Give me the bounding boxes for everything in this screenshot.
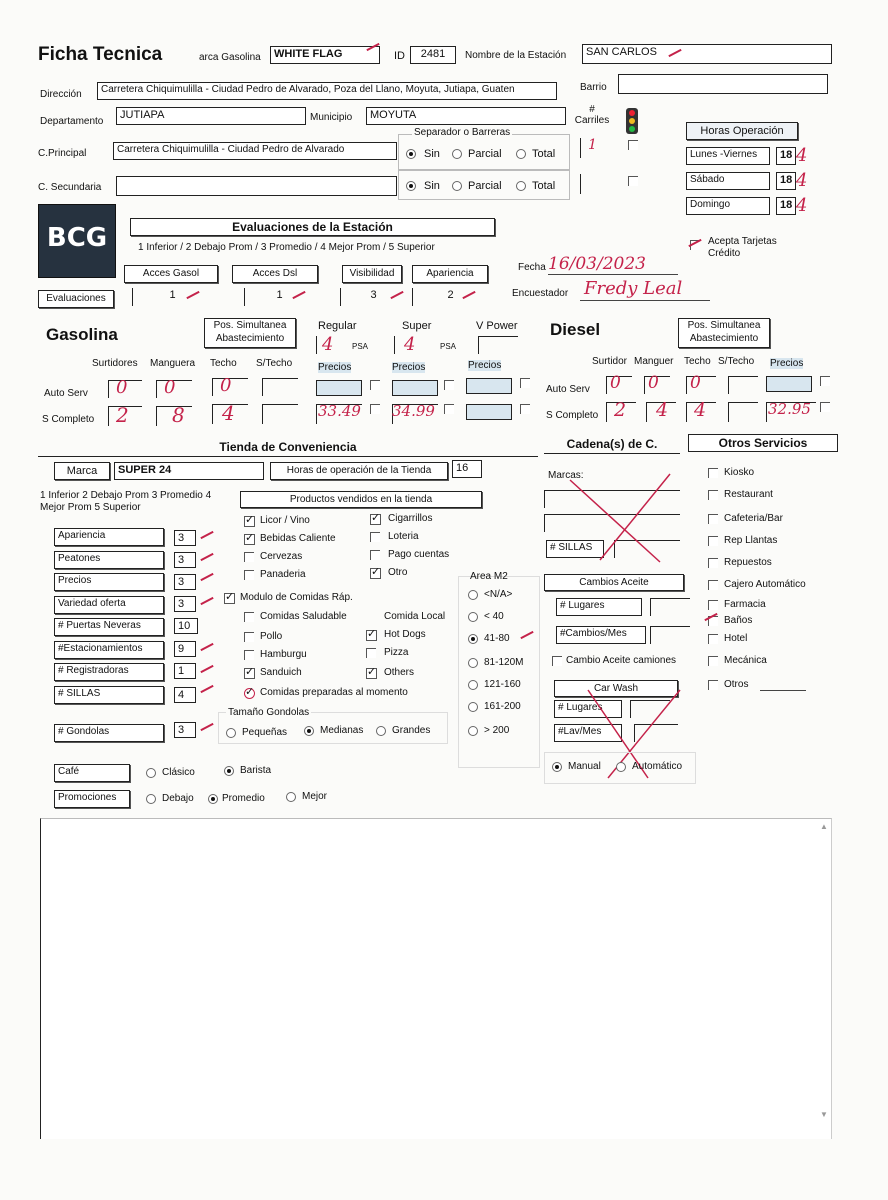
kiosko-checkbox[interactable] — [708, 468, 718, 478]
gas-scompleto-regular-chk[interactable] — [370, 404, 380, 414]
loteria-label: Loteria — [388, 531, 419, 542]
dsl-precios-label: Precios — [770, 358, 804, 369]
traffic-light-icon — [626, 108, 638, 134]
gas-scompleto-super-chk[interactable] — [444, 404, 454, 414]
departamento-label: Departamento — [40, 116, 104, 127]
otro-label: Otro — [388, 567, 408, 578]
encuestador-line — [580, 300, 710, 301]
area-161-200-label: 161-200 — [484, 701, 521, 712]
diesel-title: Diesel — [550, 320, 601, 339]
medianas-radio[interactable] — [304, 726, 314, 736]
rating-registradoras-label: # Registradoras — [54, 663, 164, 681]
grandes-radio[interactable] — [376, 726, 386, 736]
gasolina-title: Gasolina — [46, 325, 118, 344]
horas-title: Horas Operación — [686, 122, 798, 140]
dsl-precio-hw: 32.95 — [768, 400, 811, 418]
loteria-checkbox[interactable] — [370, 532, 380, 542]
cervezas-checkbox[interactable] — [244, 552, 254, 562]
cafeteria-checkbox[interactable] — [708, 514, 718, 524]
check-mark — [200, 572, 218, 582]
camiones-checkbox[interactable] — [552, 656, 562, 666]
check-mark — [200, 722, 218, 732]
pequenas-label: Pequeñas — [242, 727, 288, 738]
acepta-tarjetas-label: Acepta Tarjetas Crédito — [708, 236, 777, 259]
clasico-label: Clásico — [162, 767, 195, 778]
area-group — [458, 576, 540, 768]
cambios-lugares-field[interactable] — [650, 598, 690, 616]
evaluaciones-row-label: Evaluaciones — [38, 290, 114, 308]
rating-apariencia-field[interactable]: 3 — [174, 530, 196, 546]
dsl-scompleto-manguer-hw: 4 — [656, 399, 669, 421]
rating-estacionamientos-label: #Estacionamientos — [54, 641, 164, 659]
kiosko-label: Kiosko — [724, 467, 755, 478]
area-200-label: > 200 — [484, 725, 510, 736]
parcial-label-2: Parcial — [468, 180, 502, 192]
carwash-lavmes-label: #Lav/Mes — [554, 724, 622, 742]
tienda-horas-field[interactable]: 16 — [452, 460, 482, 478]
horas-lunes-field[interactable]: 18 — [776, 147, 796, 165]
horas-sabado-label: Sábado — [686, 172, 770, 190]
gondolas-label: # Gondolas — [54, 724, 164, 742]
check-mark — [668, 48, 686, 58]
gas-scompleto-techo-hw: 4 — [222, 401, 235, 425]
check-mark — [688, 238, 706, 248]
banos-label: Baños — [724, 615, 753, 626]
sanduich-checkbox[interactable] — [244, 668, 255, 679]
hotdogs-checkbox[interactable] — [366, 630, 377, 641]
check-mark — [292, 290, 310, 300]
dsl-autoserv-label: Auto Serv — [546, 384, 590, 395]
tienda-title: Tienda de Conveniencia — [38, 440, 538, 457]
tienda-scale: 1 Inferior 2 Debajo Prom 3 Promedio 4 Mejor Prom 5 Superior — [40, 490, 212, 513]
manual-radio[interactable] — [552, 762, 562, 772]
total-radio[interactable] — [516, 149, 526, 159]
encuestador-hw: Fredy Leal — [584, 278, 683, 299]
gas-col-techo: Techo — [210, 358, 237, 369]
rating-apariencia-label: Apariencia — [54, 528, 164, 546]
regular-label: Regular — [318, 320, 357, 332]
rating-sillas-field[interactable]: 4 — [174, 687, 196, 703]
others-label: Others — [384, 667, 415, 678]
debajo-radio[interactable] — [146, 794, 156, 804]
cervezas-label: Cervezas — [260, 551, 303, 562]
saludable-label: Comidas Saludable — [260, 611, 347, 622]
dsl-scompleto-label: S Completo — [546, 410, 599, 421]
total-label-2: Total — [532, 180, 556, 192]
modulo-label: Modulo de Comidas Ráp. — [240, 592, 353, 603]
comments-area[interactable] — [40, 818, 832, 1139]
rating-estacionamientos-field[interactable]: 9 — [174, 641, 196, 657]
gasolina-pos-label: Pos. Simultanea Abastecimiento — [204, 318, 296, 348]
dsl-autoserv-surtidor-hw: 0 — [610, 373, 621, 393]
panaderia-label: Panaderia — [260, 569, 306, 580]
acces-gasol-label: Acces Gasol — [124, 265, 218, 283]
horas-domingo-hw: 4 — [796, 195, 808, 216]
cigarrillos-checkbox[interactable] — [370, 514, 381, 525]
gas-scompleto-stecho[interactable] — [262, 404, 298, 424]
dsl-col-techo: Techo — [684, 356, 711, 367]
gas-precios-vpower-label: Precios — [468, 360, 502, 371]
cadena-title: Cadena(s) de C. — [544, 436, 680, 454]
rep-llantas-checkbox[interactable] — [708, 536, 718, 546]
otros-checkbox[interactable] — [708, 680, 718, 690]
cadena-marcas-label: Marcas: — [548, 470, 584, 481]
automatico-radio[interactable] — [616, 762, 626, 772]
promedio-label: Promedio — [222, 793, 265, 804]
cajero-label: Cajero Automático — [724, 579, 806, 590]
bebidas-checkbox[interactable] — [244, 534, 255, 545]
dsl-scompleto-techo-hw: 4 — [694, 399, 707, 421]
total-label: Total — [532, 148, 556, 160]
manual-label: Manual — [568, 761, 601, 772]
carriles-label: # Carriles — [574, 104, 610, 126]
mecanica-label: Mecánica — [724, 655, 767, 666]
fecha-hw: 16/03/2023 — [548, 254, 646, 274]
sanduich-label: Sanduich — [260, 667, 302, 678]
gas-autoserv-precio-regular[interactable] — [316, 380, 362, 396]
fecha-label: Fecha — [518, 262, 546, 273]
acces-gasol-field[interactable]: 1 — [132, 288, 212, 306]
check-mark — [200, 552, 218, 562]
mejor-label: Mejor — [302, 791, 328, 802]
gas-autoserv-regular-chk[interactable] — [370, 380, 380, 390]
gas-autoserv-precio-super[interactable] — [392, 380, 438, 396]
check-mark — [200, 642, 218, 652]
rep-llantas-label: Rep Llantas — [724, 535, 778, 546]
otros-label: Otros — [724, 679, 749, 690]
carril-checkbox[interactable] — [628, 140, 638, 150]
hamburgu-label: Hamburgu — [260, 649, 307, 660]
rating-precios-label: Precios — [54, 573, 164, 591]
pizza-checkbox[interactable] — [366, 648, 376, 658]
gas-autoserv-precio-vpower[interactable] — [466, 378, 512, 394]
dsl-scompleto-chk[interactable] — [820, 402, 830, 412]
local-label: Comida Local — [384, 611, 446, 622]
sin-radio-2[interactable] — [406, 181, 416, 191]
super-label: Super — [402, 320, 432, 332]
area-40-radio[interactable] — [468, 612, 478, 622]
gas-autoserv-vpower-chk[interactable] — [520, 378, 530, 388]
check-mark — [200, 664, 218, 674]
rating-peatones-label: Peatones — [54, 551, 164, 569]
pollo-label: Pollo — [260, 631, 283, 642]
horas-lunes-hw: 4 — [796, 145, 808, 166]
repuestos-label: Repuestos — [724, 557, 772, 568]
cigarrillos-label: Cigarrillos — [388, 513, 433, 524]
csecundaria-field[interactable] — [116, 176, 397, 196]
dsl-col-stecho: S/Techo — [718, 356, 755, 367]
bcg-logo — [38, 204, 116, 278]
nombre-field[interactable]: SAN CARLOS — [582, 44, 832, 64]
carwash-title: Car Wash — [554, 680, 678, 697]
pequenas-radio[interactable] — [226, 728, 236, 738]
barrio-field[interactable] — [618, 74, 828, 94]
otro-checkbox[interactable] — [370, 568, 381, 579]
check-mark — [200, 596, 218, 606]
horas-lunes-label: Lunes -Viernes — [686, 147, 770, 165]
regular-psa: PSA — [352, 342, 369, 351]
sin-radio[interactable] — [406, 149, 416, 159]
area-40-label: < 40 — [484, 611, 504, 622]
rating-variedad-label: Variedad oferta — [54, 596, 164, 614]
gas-scompleto-manguera-hw: 8 — [172, 403, 185, 427]
productos-title: Productos vendidos en la tienda — [240, 491, 482, 508]
dsl-autoserv-chk[interactable] — [820, 376, 830, 386]
id-field[interactable]: 2481 — [410, 46, 456, 64]
dsl-autoserv-precio[interactable] — [766, 376, 812, 392]
rating-puertas-field[interactable]: 10 — [174, 618, 198, 634]
check-mark — [200, 530, 218, 540]
gas-col-stecho: S/Techo — [256, 358, 293, 369]
tienda-marca-label: Marca — [54, 462, 110, 480]
direccion-field[interactable]: Carretera Chiquimulilla - Ciudad Pedro de Alvarado, Poza del Llano, Moyuta, Jutiapa, Guaten — [97, 82, 557, 100]
scroll-up-icon[interactable]: ▲ — [820, 822, 828, 831]
cajero-checkbox[interactable] — [708, 580, 718, 590]
nombre-label: Nombre de la Estación — [465, 50, 567, 61]
carwash-lugares-label: # Lugares — [554, 700, 622, 718]
check-mark — [200, 684, 218, 694]
dsl-autoserv-techo-hw: 0 — [690, 373, 701, 393]
tamano-title: Tamaño Gondolas — [228, 707, 310, 718]
horas-domingo-field[interactable]: 18 — [776, 197, 796, 215]
area-na-label: <N/A> — [484, 589, 513, 600]
tienda-marca-field[interactable]: SUPER 24 — [114, 462, 264, 480]
barista-radio[interactable] — [224, 766, 234, 776]
pago-checkbox[interactable] — [370, 550, 380, 560]
cambios-mes-field[interactable] — [650, 626, 690, 644]
gas-scompleto-vpower-chk[interactable] — [520, 404, 530, 414]
otros-line — [760, 690, 806, 691]
pollo-checkbox[interactable] — [244, 632, 254, 642]
farmacia-checkbox[interactable] — [708, 600, 718, 610]
mecanica-checkbox[interactable] — [708, 656, 718, 666]
cambios-title: Cambios Aceite — [544, 574, 684, 591]
panaderia-checkbox[interactable] — [244, 570, 254, 580]
dsl-col-surtidor: Surtidor — [592, 356, 628, 367]
id-label: ID — [394, 50, 405, 62]
clasico-radio[interactable] — [146, 768, 156, 778]
modulo-checkbox[interactable] — [224, 593, 235, 604]
visibilidad-field[interactable]: 3 — [340, 288, 406, 306]
preparadas-label: Comidas preparadas al momento — [260, 687, 408, 698]
page-title: Ficha Tecnica — [38, 44, 163, 65]
restaurant-label: Restaurant — [724, 489, 773, 500]
check-mark — [186, 290, 204, 300]
rating-peatones-field[interactable]: 3 — [174, 552, 196, 568]
sin-label-2: Sin — [424, 180, 440, 192]
restaurant-checkbox[interactable] — [708, 490, 718, 500]
dsl-col-manguer: Manguer — [634, 356, 674, 367]
evaluaciones-title: Evaluaciones de la Estación — [130, 218, 495, 236]
medianas-label: Medianas — [320, 725, 364, 736]
bcg-logo-text: BCG — [46, 223, 108, 253]
saludable-checkbox[interactable] — [244, 612, 254, 622]
dsl-autoserv-manguer-hw: 0 — [648, 373, 659, 393]
diesel-pos-label: Pos. Simultanea Abastecimiento — [678, 318, 770, 348]
bebidas-label: Bebidas Caliente — [260, 533, 336, 544]
separador-title: Separador o Barreras — [414, 127, 511, 138]
cafeteria-label: Cafeteria/Bar — [724, 513, 783, 524]
area-title: Area M2 — [470, 571, 508, 582]
gas-precios-regular-label: Precios — [318, 362, 352, 373]
licor-checkbox[interactable] — [244, 516, 255, 527]
carriles-hw: 1 — [588, 137, 597, 153]
hotdogs-label: Hot Dogs — [384, 629, 426, 640]
rating-registradoras-field[interactable]: 1 — [174, 663, 196, 679]
promociones-label: Promociones — [54, 790, 130, 808]
gas-precio-regular-hw: 33.49 — [318, 402, 361, 420]
csecundaria-label: C. Secundaria — [38, 182, 102, 193]
gas-autoserv-label: Auto Serv — [44, 388, 88, 399]
encuestador-label: Encuestador — [512, 288, 569, 299]
parcial-radio[interactable] — [452, 149, 462, 159]
others-checkbox[interactable] — [366, 668, 377, 679]
barista-label: Barista — [240, 765, 272, 776]
check-mark — [390, 290, 408, 300]
sin-label: Sin — [424, 148, 440, 160]
gas-col-manguera: Manguera — [150, 358, 196, 369]
rating-variedad-field[interactable]: 3 — [174, 596, 196, 612]
gas-precio-vpower-field[interactable] — [466, 404, 512, 420]
automatico-label: Automático — [632, 761, 683, 772]
marca-label: arca Gasolina — [199, 52, 261, 63]
area-41-80-label: 41-80 — [484, 633, 510, 644]
marca-field[interactable]: WHITE FLAG — [270, 46, 380, 64]
dsl-scompleto-surtidor-hw: 2 — [614, 399, 627, 421]
dsl-autoserv-stecho[interactable] — [728, 376, 758, 394]
area-200-radio[interactable] — [468, 726, 478, 736]
total-radio-2[interactable] — [516, 181, 526, 191]
hotel-label: Hotel — [724, 633, 748, 644]
gas-autoserv-surtidores-hw: 0 — [116, 377, 128, 398]
area-121-160-label: 121-160 — [484, 679, 521, 690]
licor-label: Licor / Vino — [260, 515, 310, 526]
cprincipal-field[interactable]: Carretera Chiquimulilla - Ciudad Pedro de Alvarado — [113, 142, 397, 160]
acces-dsl-label: Acces Dsl — [232, 265, 318, 283]
vpower-label: V Power — [476, 320, 518, 332]
dsl-scompleto-stecho[interactable] — [728, 402, 758, 422]
cambios-lugares-label: # Lugares — [556, 598, 642, 616]
rating-sillas-label: # SILLAS — [54, 686, 164, 704]
visibilidad-label: Visibilidad — [342, 265, 402, 283]
rating-puertas-label: # Puertas Neveras — [54, 618, 164, 636]
cafe-label: Café — [54, 764, 130, 782]
cadena-sillas-label: # SILLAS — [546, 540, 604, 558]
gas-autoserv-stecho[interactable] — [262, 378, 298, 396]
area-81-120-label: 81-120M — [484, 657, 524, 668]
farmacia-label: Farmacia — [724, 599, 766, 610]
preparadas-checkbox[interactable] — [244, 688, 255, 699]
gas-scompleto-label: S Completo — [42, 414, 95, 425]
super-psa: PSA — [440, 342, 457, 351]
barrio-label: Barrio — [580, 82, 607, 93]
mejor-radio[interactable] — [286, 792, 296, 802]
apariencia-field[interactable]: 2 — [412, 288, 488, 306]
cprincipal-label: C.Principal — [38, 148, 87, 159]
area-161-200-radio[interactable] — [468, 702, 478, 712]
cambios-mes-label: #Cambios/Mes — [556, 626, 646, 644]
repuestos-checkbox[interactable] — [708, 558, 718, 568]
apariencia-label: Apariencia — [412, 265, 488, 283]
hamburgu-checkbox[interactable] — [244, 650, 254, 660]
rating-precios-field[interactable]: 3 — [174, 574, 196, 590]
pizza-label: Pizza — [384, 647, 409, 658]
gas-col-surtidores: Surtidores — [92, 358, 138, 369]
gas-precios-super-label: Precios — [392, 362, 426, 373]
fecha-line — [548, 274, 678, 275]
vpower-pos-field[interactable] — [478, 336, 518, 354]
otros-title: Otros Servicios — [688, 434, 838, 452]
area-81-120-radio[interactable] — [468, 658, 478, 668]
horas-domingo-label: Domingo — [686, 197, 770, 215]
check-mark — [704, 612, 722, 622]
camiones-label: Cambio Aceite camiones — [566, 655, 677, 666]
municipio-field[interactable]: MOYUTA — [366, 107, 566, 125]
area-41-80-radio[interactable] — [468, 634, 478, 644]
carril-checkbox-2[interactable] — [628, 176, 638, 186]
pago-label: Pago cuentas — [388, 549, 450, 560]
scroll-down-icon[interactable]: ▼ — [820, 1110, 828, 1119]
check-mark — [462, 290, 480, 300]
parcial-radio-2[interactable] — [452, 181, 462, 191]
gas-precio-super-hw: 34.99 — [392, 402, 435, 420]
gas-autoserv-manguera-hw: 0 — [164, 377, 176, 398]
super-pos-hw: 4 — [404, 334, 416, 355]
direccion-label: Dirección — [40, 89, 82, 100]
area-na-radio[interactable] — [468, 590, 478, 600]
promedio-radio[interactable] — [208, 794, 218, 804]
horas-sabado-hw: 4 — [796, 170, 808, 191]
horas-sabado-field[interactable]: 18 — [776, 172, 796, 190]
gas-autoserv-super-chk[interactable] — [444, 380, 454, 390]
tienda-horas-label: Horas de operación de la Tienda — [270, 462, 448, 480]
gas-scompleto-surtidores-hw: 2 — [116, 403, 129, 427]
evaluaciones-scale: 1 Inferior / 2 Debajo Prom / 3 Promedio / 4 Mejor Prom / 5 Superior — [138, 242, 435, 253]
debajo-label: Debajo — [162, 793, 194, 804]
grandes-label: Grandes — [392, 725, 431, 736]
gondolas-field[interactable]: 3 — [174, 722, 196, 738]
check-mark — [366, 42, 384, 52]
acces-dsl-field[interactable]: 1 — [244, 288, 314, 306]
check-mark — [520, 630, 538, 640]
carriles-field-2[interactable] — [580, 174, 606, 194]
gas-autoserv-techo-hw: 0 — [220, 375, 232, 396]
regular-pos-hw: 4 — [322, 334, 334, 355]
cadena-cross-out — [560, 470, 680, 566]
area-121-160-radio[interactable] — [468, 680, 478, 690]
parcial-label: Parcial — [468, 148, 502, 160]
departamento-field[interactable]: JUTIAPA — [116, 107, 306, 125]
hotel-checkbox[interactable] — [708, 634, 718, 644]
municipio-label: Municipio — [310, 112, 353, 123]
